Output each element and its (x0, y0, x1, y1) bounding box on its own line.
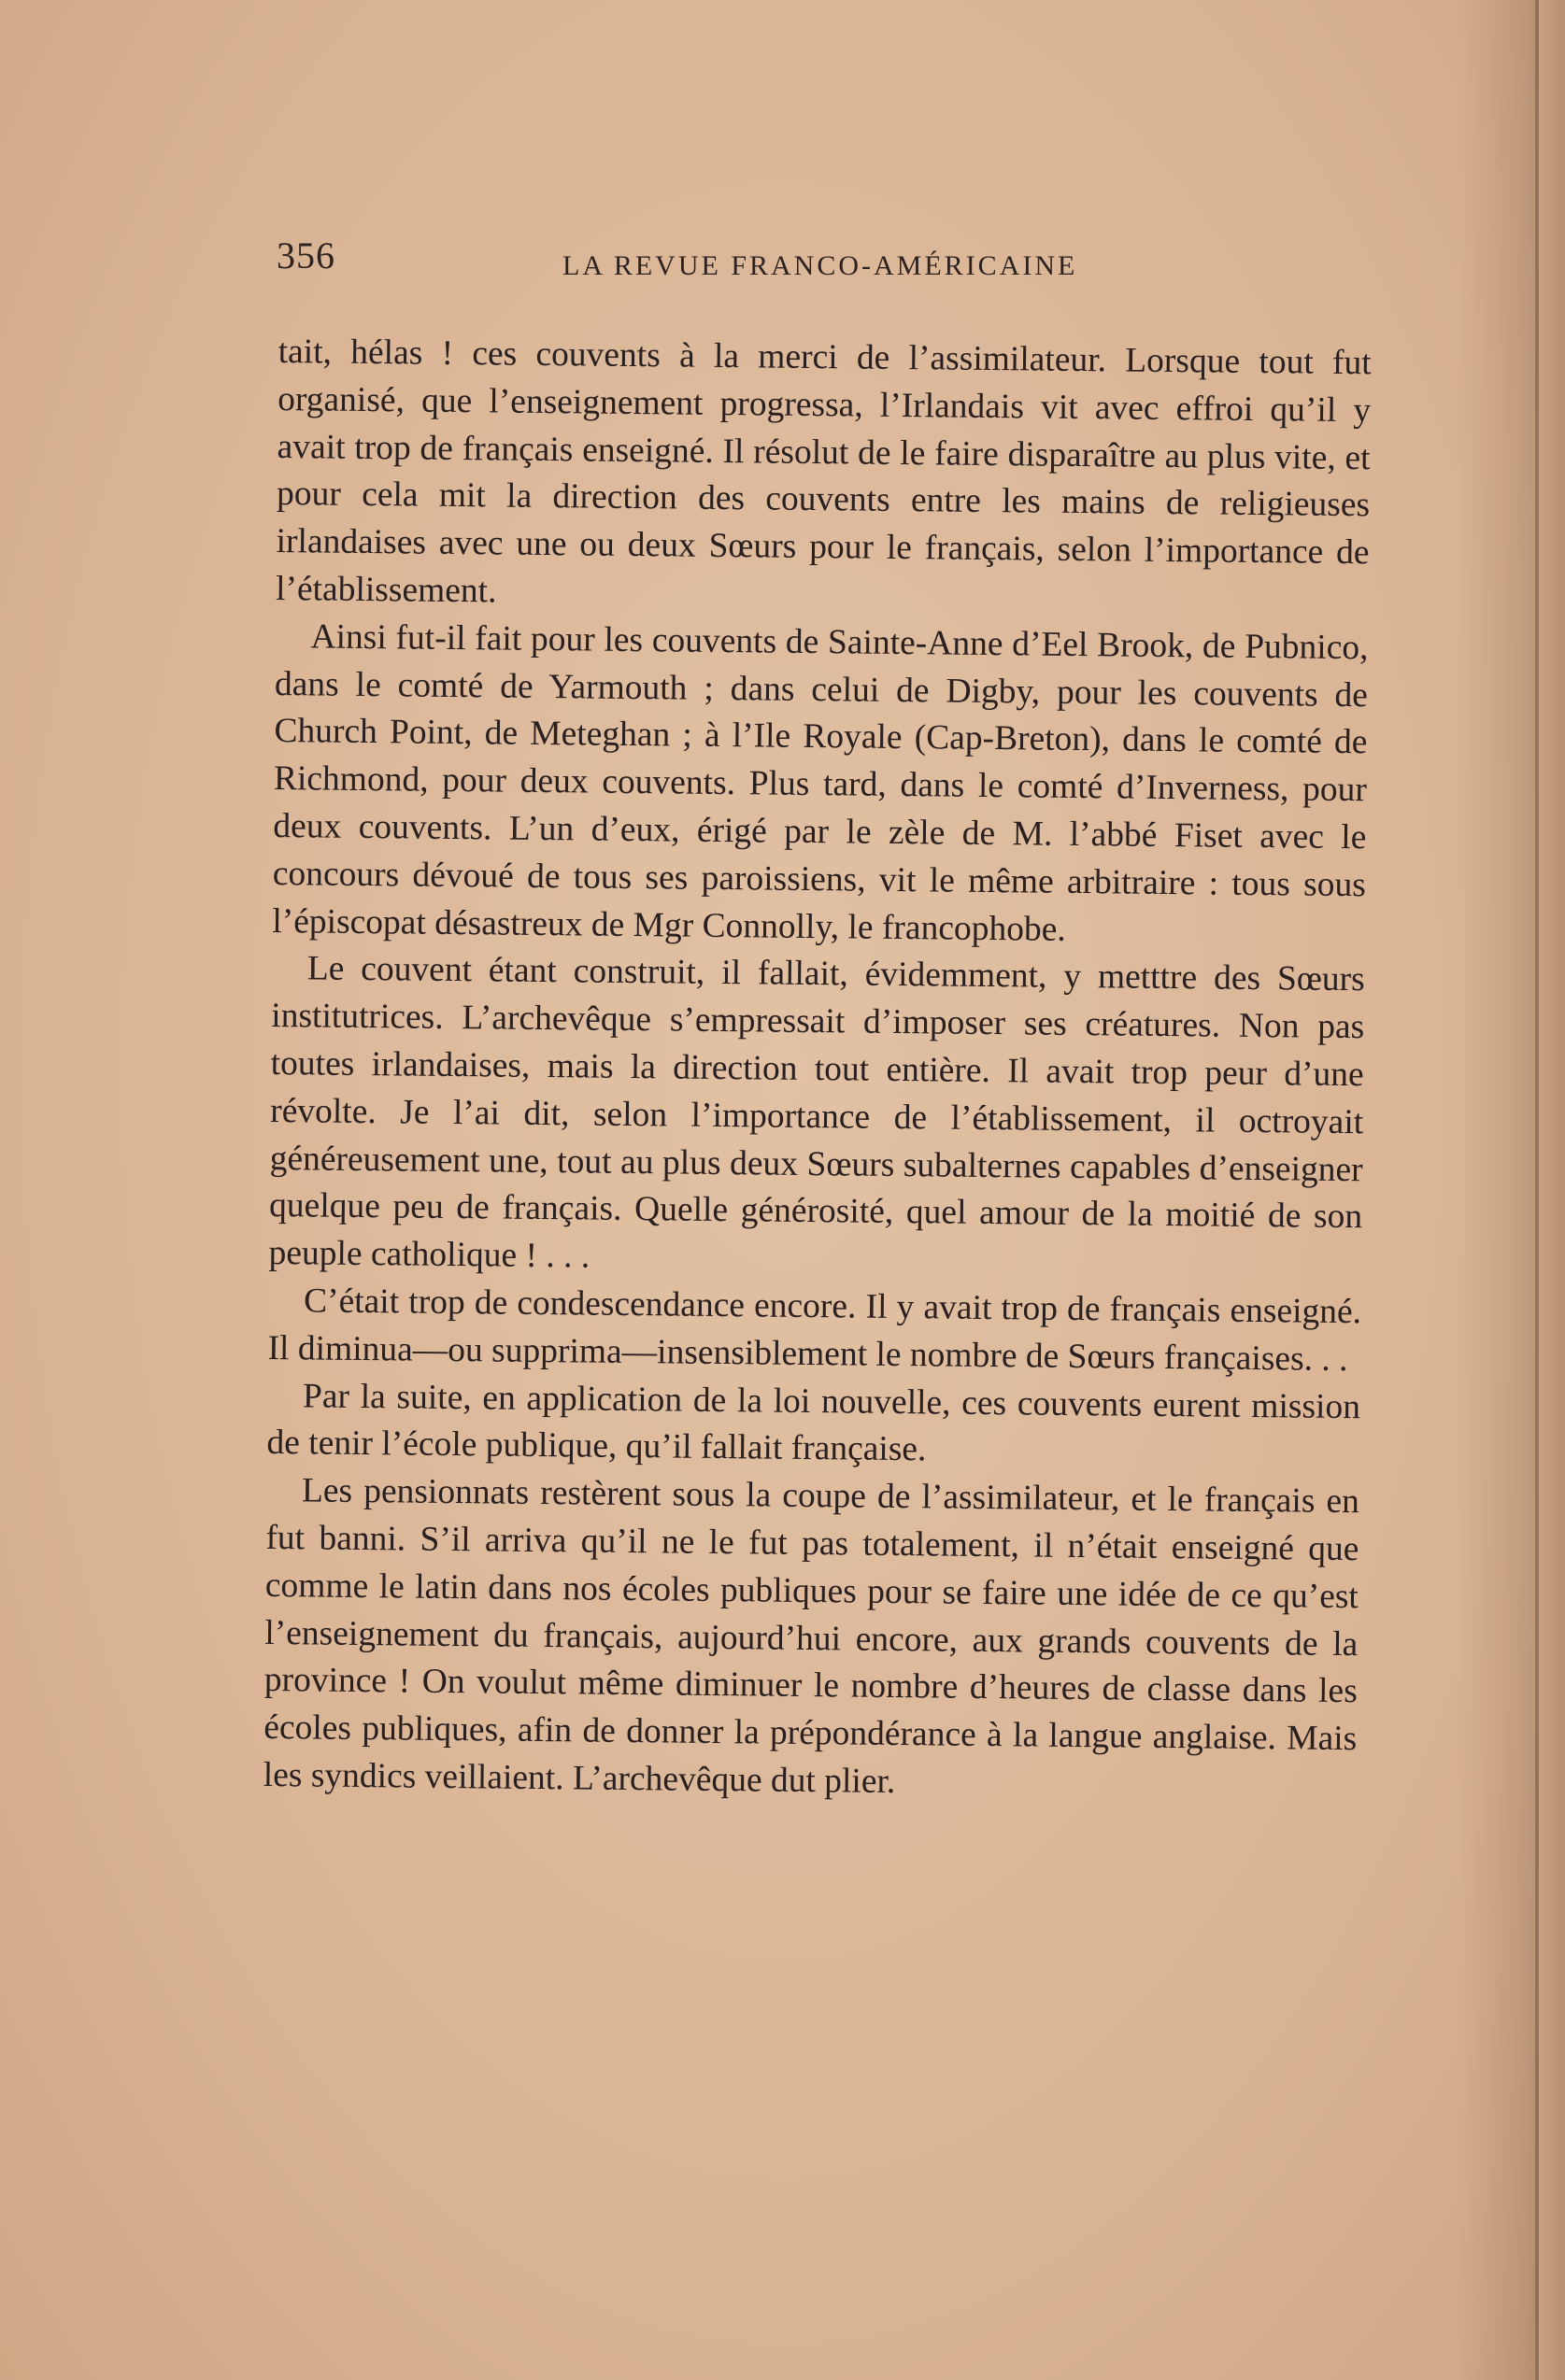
paragraph-4: C’était trop de condescendance encore. Il y avait trop de français enseigné. Il diminua—ou supprima—insensiblement le nombre de Sœurs françaises. . . (267, 1282, 1362, 1379)
paragraph-6: Les pensionnats restèrent sous la coupe de l’assimilateur, et le français en fut banni. S’il arriva qu’il ne le fut pas totalement, il n’était enseigné que comme le latin dans nos écoles publiques pour se faire une idée de ce qu’est l’enseignement du français, aujourd’hui encore, aux grands couvents de la province ! On voulut même diminuer le nombre d’heures de classe dans les écoles publiques, afin de donner la prépondérance à la langue anglaise. Mais les syndics veillaient. L’archevêque dut plier. (263, 1471, 1360, 1801)
paragraph-3: Le couvent étant construit, il fallait, évidemment, y metttre des Sœurs institutrices. L’archevêque s’empressait d’imposer ses créatures. Non pas toutes irlandaises, mais la direction tout entière. Il avait trop peur d’une révolte. Je l’ai dit, selon l’importance de l’établissement, il octroyait généreusement une, tout au plus deux Sœurs subalternes capables d’enseigner quelque peu de français. Quelle générosité, quel amour de la moitié de son peuple catholique ! . . . (268, 949, 1365, 1276)
paragraph-1: tait, hélas ! ces couvents à la merci de l’assimilateur. Lorsque tout fut organisé, que l’enseignement progressa, l’Irlandais vit avec effroi qu’il y avait trop de français enseigné. Il résolut de le faire disparaître au plus vite, et pour cela mit la direction des couvents entre les mains de religieuses irlandaises avec une ou deux Sœurs pour le français, selon l’importance de l’établissement. (275, 332, 1372, 611)
page-edge (1539, 0, 1565, 2380)
paragraph-2: Ainsi fut-il fait pour les couvents de Sainte-Anne d’Eel Brook, de Pubnico, dans le comté de Yarmouth ; dans celui de Digby, pour les couvents de Church Point, de Meteghan ; à l’Ile Royale (Cap-Breton), dans le comté de Richmond, pour deux couvents. Plus tard, dans le comté d’Inverness, pour deux couvents. L’un d’eux, érigé par le zèle de M. l’abbé Fiset avec le concours dévoué de tous ses paroissiens, vit le même arbitraire : tous sous l’épiscopat désastreux de Mgr Connolly, le francophobe. (272, 617, 1369, 949)
running-head (277, 234, 1211, 290)
paragraph-5: Par la suite, en application de la loi nouvelle, ces couvents eurent mission de tenir l’école publique, qu’il fallait française. (266, 1376, 1361, 1469)
body-text (263, 329, 1372, 1811)
journal-title: LA REVUE FRANCO-AMÉRICAINE (562, 250, 1078, 281)
page-number: 356 (277, 234, 335, 276)
